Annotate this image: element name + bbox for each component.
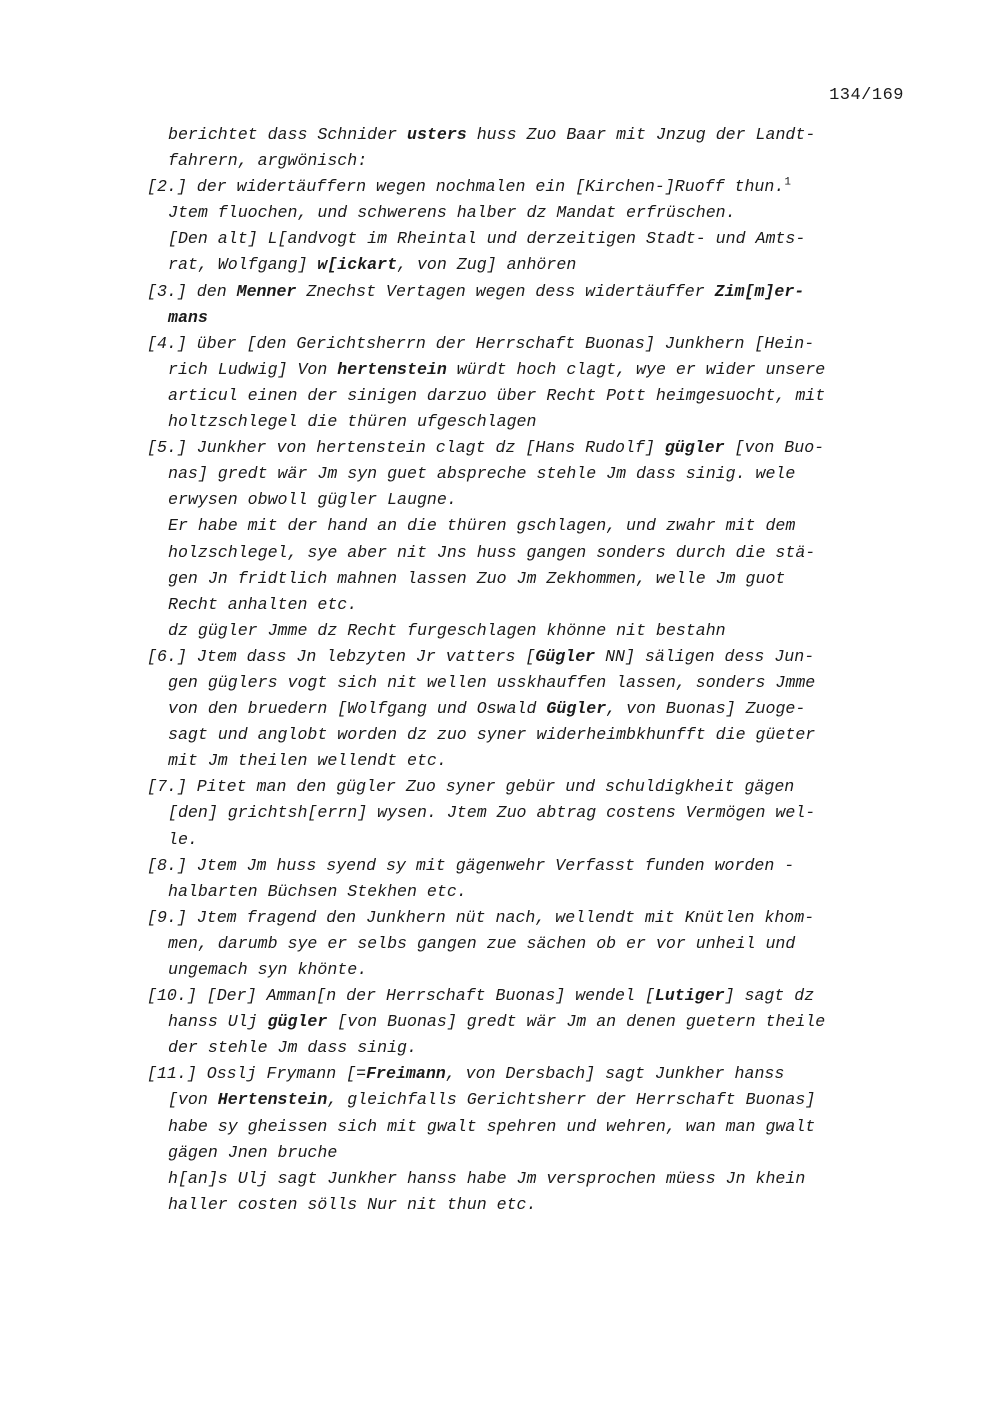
name-freimann: Freimann <box>366 1064 446 1084</box>
text-run: berichtet dass Schnider <box>168 125 407 144</box>
text-line <box>147 1061 917 1087</box>
text-run: [von Buo- <box>724 438 825 458</box>
name-zimmermans-end: mans <box>168 307 208 327</box>
text-run: , gleichfalls Gerichtsherr der Herrschaft Buonas] <box>327 1090 816 1110</box>
text-line: Er habe mit der hand an die thüren gschlagen, und zwahr mit dem <box>168 516 796 536</box>
name-gugler: gügler <box>664 438 725 458</box>
text-run: [10.] [Der] Amman[n der Herrschaft Buonas] wendel [ <box>147 986 655 1006</box>
entry-6-continuation <box>147 670 917 774</box>
text-line: holzschlegel, sye aber nit Jns huss gangen sonders durch die stä- <box>168 542 816 562</box>
text-run: [2.] der widertäuffern wegen nochmalen ein [Kirchen-]Ruoff thun. <box>147 177 785 197</box>
text-line <box>147 983 917 1009</box>
text-line: gen güglers vogt sich nit wellen usskhauffen lassen, sonders Jmme <box>168 672 816 692</box>
text-line: halbarten Büchsen Stekhen etc. <box>168 881 467 901</box>
name-hertenstein: hertenstein <box>337 359 447 379</box>
text-line: haller costen sölls Nur nit thun etc. <box>168 1194 537 1214</box>
entry-11-continuation <box>147 1087 917 1217</box>
entry-1-continuation <box>147 122 917 174</box>
text-run: NN] säligen dess Jun- <box>595 646 815 666</box>
page-number: 134/169 <box>829 86 904 105</box>
entry-6 <box>147 644 917 670</box>
text-line: mit Jm theilen wellendt etc. <box>168 751 447 771</box>
entry-11 <box>147 1061 917 1087</box>
text-line <box>147 174 917 200</box>
entry-3 <box>147 279 917 305</box>
entry-8-continuation <box>147 879 917 905</box>
name-gugler: Gügler <box>535 646 596 666</box>
text-run: Znechst Vertagen wegen dess widertäuffer <box>296 281 715 301</box>
text-run: , von Dersbach] sagt Junkher hanss <box>445 1064 785 1084</box>
text-line <box>168 252 917 278</box>
text-line: [den] grichtsh[errn] wysen. Jtem Zuo abtrag costens Vermögen wel- <box>168 803 816 823</box>
name-menner: Menner <box>236 281 297 301</box>
text-line: habe sy gheissen sich mit gwalt spehren und wehren, wan man gwalt <box>168 1116 816 1136</box>
text-line: [Den alt] L[andvogt im Rheintal und derzeitigen Stadt- und Amts- <box>168 229 806 249</box>
entry-8 <box>147 853 917 879</box>
text-line: fahrern, argwönisch: <box>168 151 368 171</box>
text-line: [7.] Pitet man den gügler Zuo syner gebür und schuldigkheit gägen <box>147 777 795 797</box>
text-line: der stehle Jm dass sinig. <box>168 1038 417 1058</box>
entry-4 <box>147 331 917 357</box>
text-run: [von Buonas] gredt wär Jm an denen guetern theile <box>327 1012 826 1032</box>
text-line: Jtem fluochen, und schwerens halber dz Mandat erfrüschen. <box>168 203 736 223</box>
name-gugler: gügler <box>267 1012 328 1032</box>
text-line: le. <box>168 829 198 849</box>
entry-5 <box>147 435 917 461</box>
text-line <box>147 644 917 670</box>
entry-5-continuation <box>147 461 917 644</box>
text-run: ] sagt dz <box>724 986 815 1006</box>
name-zimmermans: Zim[m]er- <box>714 281 805 301</box>
entry-2 <box>147 174 917 200</box>
text-run: huss Zuo Baar mit Jnzug der Landt- <box>466 125 816 144</box>
text-line <box>168 696 917 722</box>
text-line: gägen Jnen bruche <box>168 1142 338 1162</box>
entry-9-continuation <box>147 931 917 983</box>
text-line <box>147 279 917 305</box>
name-usters: usters <box>407 125 467 144</box>
text-line: [9.] Jtem fragend den Junkhern nüt nach, wellendt mit Knütlen khom- <box>147 907 815 927</box>
text-run: [3.] den <box>147 281 237 301</box>
text-line: [4.] über [den Gerichtsherrn der Herrschaft Buonas] Junkhern [Hein- <box>147 333 815 353</box>
text-line: ungemach syn khönte. <box>168 960 368 979</box>
text-run: [5.] Junkher von hertenstein clagt dz [Hans Rudolf] <box>147 438 665 458</box>
text-run: , von Zug] anhören <box>397 255 577 275</box>
text-run: [von <box>168 1090 218 1110</box>
text-line <box>168 1087 917 1113</box>
name-wickart: w[ickart <box>317 255 398 275</box>
text-run: rat, Wolfgang] <box>168 255 318 275</box>
text-line: dz gügler Jmme dz Recht furgeschlagen khönne nit bestahn <box>168 620 726 640</box>
name-gugler: Gügler <box>546 699 607 719</box>
text-line <box>168 1009 917 1035</box>
text-run: [6.] Jtem dass Jn lebzyten Jr vatters [ <box>147 646 536 666</box>
text-line <box>168 122 917 148</box>
name-lutiger: Lutiger <box>654 986 725 1006</box>
entry-9 <box>147 905 917 931</box>
text-line: sagt und anglobt worden dz zuo syner widerheimbkhunfft die güeter <box>168 725 816 745</box>
entry-10 <box>147 983 917 1009</box>
entry-2-continuation <box>147 200 917 278</box>
text-line: holtzschlegel die thüren ufgeschlagen <box>168 412 537 432</box>
text-line <box>147 435 917 461</box>
document-body <box>147 122 917 1218</box>
footnote-marker: 1 <box>784 176 791 189</box>
entry-7 <box>147 774 917 800</box>
entry-4-continuation <box>147 357 917 435</box>
text-run: , von Buonas] Zuoge- <box>606 699 806 719</box>
text-line: men, darumb sye er selbs gangen zue sächen ob er vor unheil und <box>168 933 796 953</box>
text-run: rich Ludwig] Von <box>168 359 338 379</box>
text-line <box>168 305 917 331</box>
text-line: erwysen obwoll gügler Laugne. <box>168 490 457 510</box>
entry-7-continuation <box>147 800 917 852</box>
text-line: articul einen der sinigen darzuo über Recht Pott heimgesuocht, mit <box>168 385 826 405</box>
text-line: nas] gredt wär Jm syn guet abspreche stehle Jm dass sinig. wele <box>168 464 796 484</box>
text-line <box>168 357 917 383</box>
text-line: [8.] Jtem Jm huss syend sy mit gägenwehr Verfasst funden worden - <box>147 855 795 875</box>
text-run: von den bruedern [Wolfgang und Oswald <box>168 699 547 719</box>
entry-10-continuation <box>147 1009 917 1061</box>
text-run: [11.] Osslj Frymann [= <box>147 1064 367 1084</box>
text-line: h[an]s Ulj sagt Junkher hanss habe Jm versprochen müess Jn khein <box>168 1168 806 1188</box>
text-line: Recht anhalten etc. <box>168 594 358 614</box>
text-run: hanss Ulj <box>168 1012 268 1032</box>
entry-3-continuation <box>147 305 917 331</box>
name-hertenstein: Hertenstein <box>217 1090 328 1110</box>
text-run: würdt hoch clagt, wye er wider unsere <box>446 359 826 379</box>
text-line: gen Jn fridtlich mahnen lassen Zuo Jm Zekhommen, welle Jm guot <box>168 568 786 588</box>
